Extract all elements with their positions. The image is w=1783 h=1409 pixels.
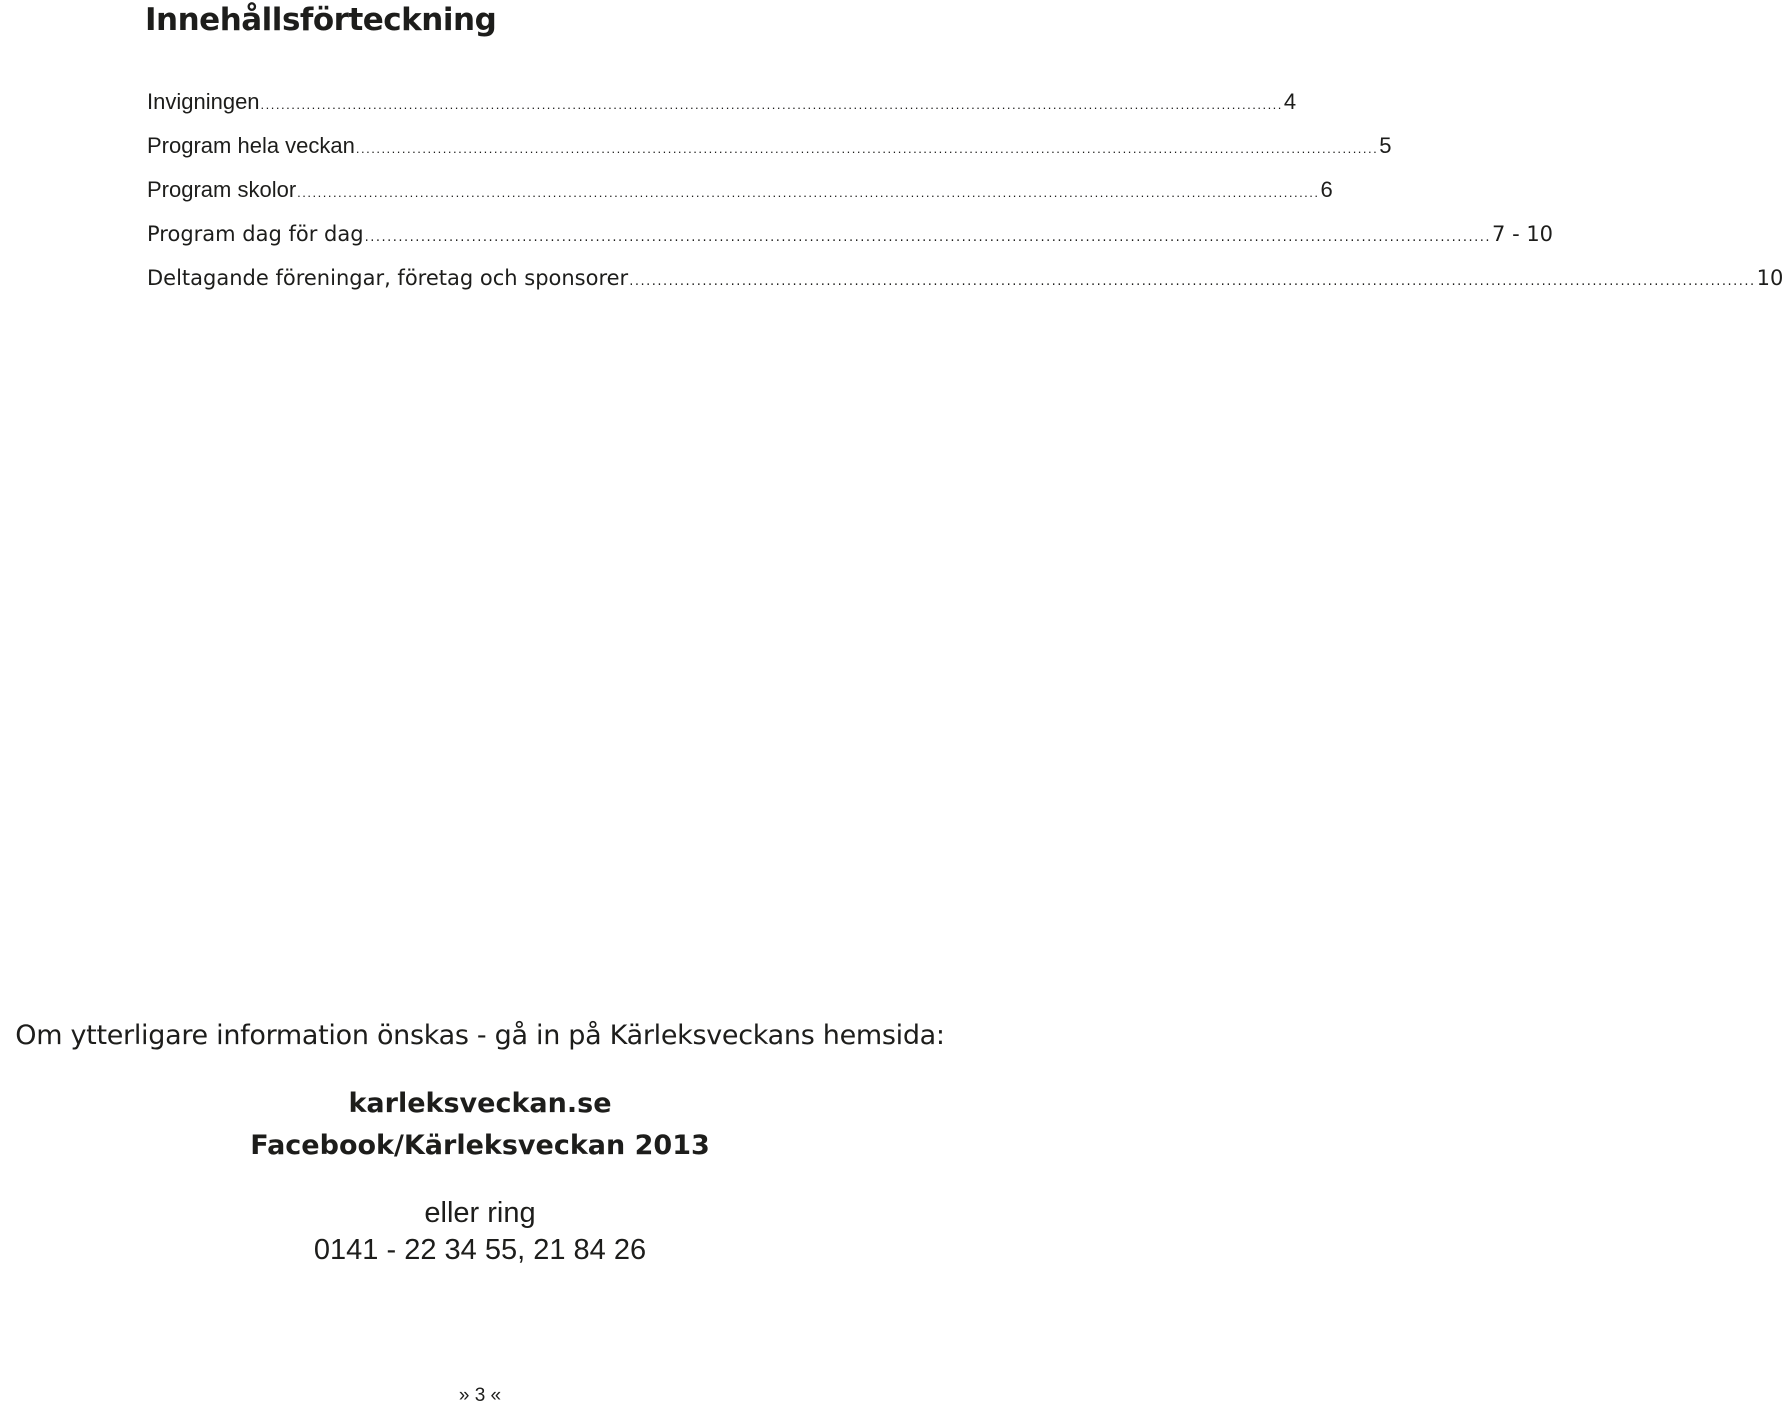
toc-leader-dots: ........................................................................................................................................................................................................ (260, 97, 1283, 112)
info-text: Om ytterligare information önskas - gå in på Kärleksveckans hemsida: (15, 1020, 945, 1051)
toc-title: Innehållsförteckning (145, 2, 497, 38)
page-number: » 3 « (458, 1385, 502, 1406)
toc-entry-page: 6 (1320, 177, 1333, 202)
phone-numbers: 0141 - 22 34 55, 21 84 26 (313, 1234, 647, 1266)
toc-entry-program-skolor (147, 168, 1333, 212)
toc-entry-deltagande (147, 256, 1783, 300)
toc-entry-label: Program skolor (147, 177, 297, 202)
toc-entry-label: Program dag för dag (147, 222, 364, 246)
call-text: eller ring (424, 1197, 536, 1229)
facebook-link[interactable]: Facebook/Kärleksveckan 2013 (250, 1130, 710, 1161)
toc-entry-label: Program hela veckan (147, 133, 355, 158)
toc-entry-label: Invigningen (147, 89, 260, 114)
toc-leader-dots: ........................................................................................................................................................................................................ (355, 141, 1379, 156)
toc-entry-program-hela-veckan (147, 124, 1392, 168)
toc-entry-label: Deltagande föreningar, företag och sponsorer (147, 266, 629, 290)
toc-leader-dots: ........................................................................................................................................................................................................ (297, 185, 1320, 200)
toc-entry-program-dag-for-dag (147, 212, 1554, 256)
toc-entry-page: 5 (1379, 133, 1392, 158)
toc-entry-page: 4 (1283, 89, 1297, 114)
toc-entry-page: 10 (1756, 266, 1783, 290)
website-link[interactable]: karleksveckan.se (348, 1088, 612, 1119)
toc-entry-invigningen (147, 80, 1297, 124)
toc-entry-page: 7 - 10 (1492, 222, 1554, 246)
toc-leader-dots: ........................................................................................................................................................................................................ (364, 230, 1492, 245)
toc-list (147, 80, 1783, 300)
toc-leader-dots: ........................................................................................................................................................................................................ (629, 274, 1756, 289)
